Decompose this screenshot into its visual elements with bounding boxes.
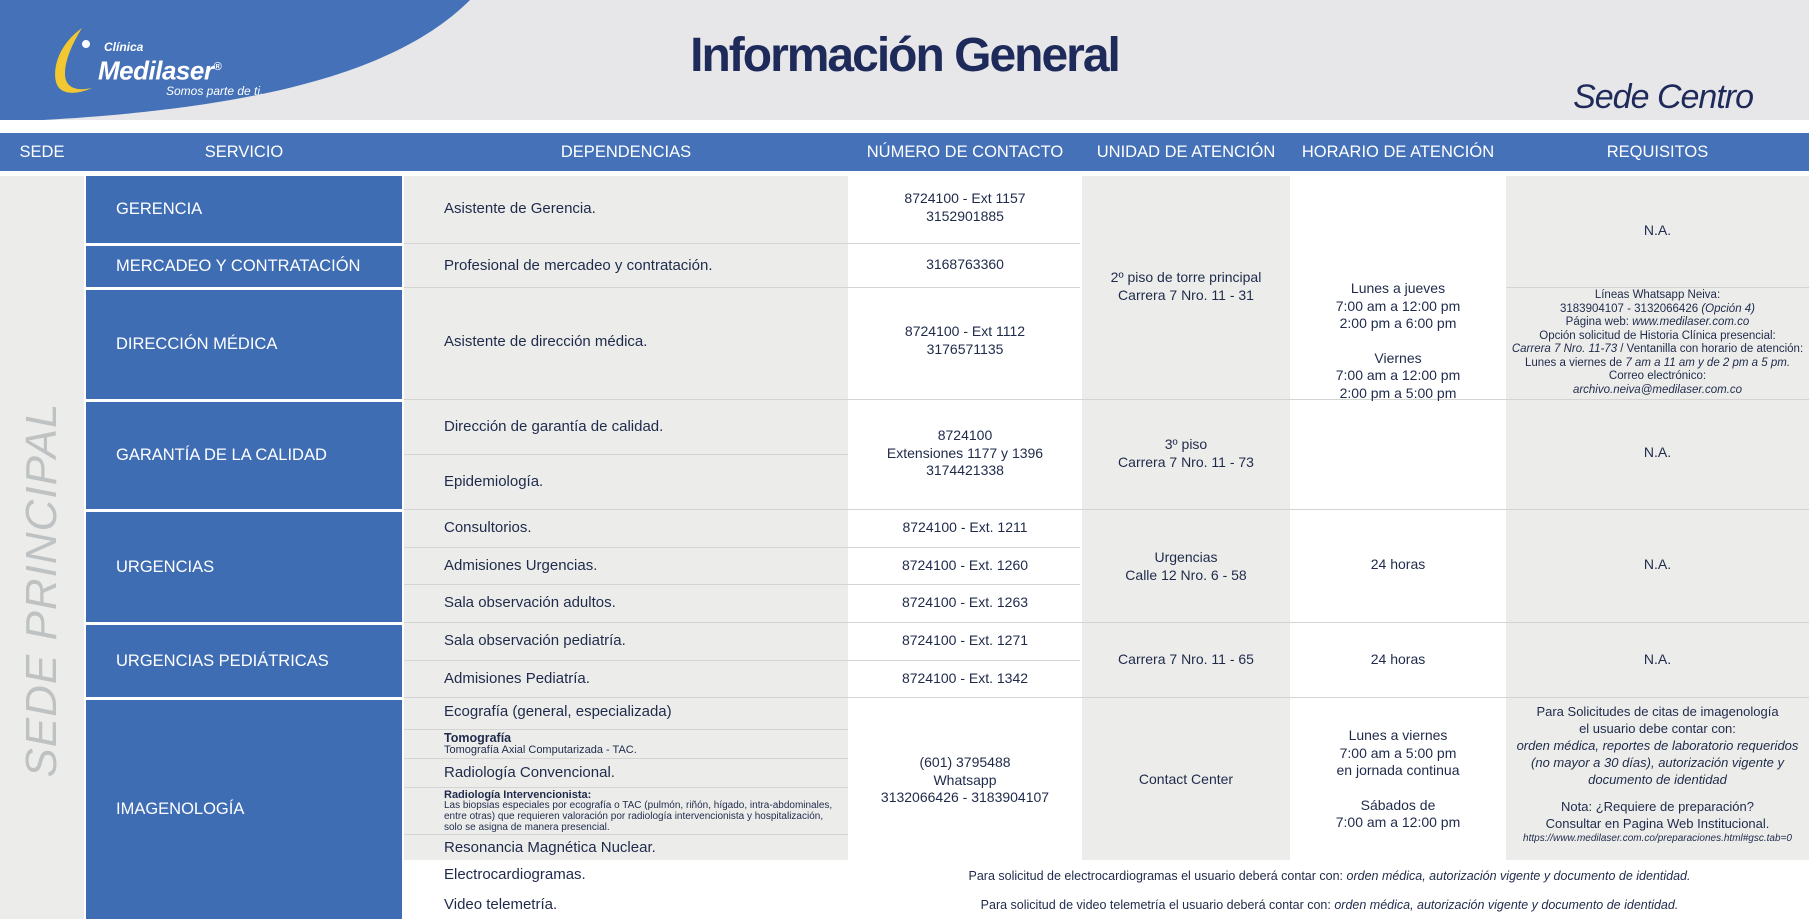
unit-line: 3º piso [1164, 436, 1208, 452]
logo-tagline: Somos parte de ti. [166, 83, 264, 98]
dependency-tomografia-title: Tomografía [444, 731, 512, 745]
contact-sala-adultos: 8724100 - Ext. 1263 [901, 594, 1029, 610]
row-divider [404, 509, 1809, 510]
row-divider [404, 758, 848, 759]
hours-line: Sábados de [1360, 796, 1436, 813]
dependency-sala-adultos: Sala observación adultos. [444, 594, 616, 611]
hours-line: 7:00 am a 12:00 pm [1335, 814, 1461, 830]
column-header-requisitos: REQUISITOS [1606, 143, 1709, 161]
dependency-admisiones-urgencias: Admisiones Urgencias. [444, 557, 598, 574]
logo-small-text: Clínica [104, 40, 144, 54]
unit-torre-principal [1082, 269, 1290, 304]
dependency-tomografia-desc: Tomografía Axial Computarizada - TAC. [444, 744, 637, 756]
dependency-radiologia: Radiología Convencional. [444, 764, 615, 781]
contact-imagenologia [850, 754, 1080, 807]
contact-line: 3174421338 [926, 462, 1004, 478]
page-subtitle: Sede Centro [1573, 78, 1753, 116]
service-direccion-medica: DIRECCIÓN MÉDICA [86, 290, 402, 399]
row-divider [404, 697, 1809, 698]
unit-pediatricas: Carrera 7 Nro. 11 - 65 [1118, 651, 1254, 667]
contact-consultorios: 8724100 - Ext. 1211 [902, 519, 1028, 535]
contact-line: Whatsapp [933, 771, 997, 788]
contact-admisiones-pediatria: 8724100 - Ext. 1342 [901, 670, 1029, 686]
dependency-direccion: Asistente de dirección médica. [444, 333, 648, 350]
dependency-garantia: Dirección de garantía de calidad. [444, 418, 664, 435]
requirement-imagenologia [1506, 703, 1809, 846]
column-header-servicio: SERVICIO [204, 143, 284, 161]
requirement-line: orden médica, reportes de laboratorio requeridos [1516, 738, 1799, 753]
dependency-epidemiologia: Epidemiología. [444, 473, 544, 490]
requirement-line: el usuario debe contar con: [1579, 721, 1736, 736]
row-divider [404, 399, 1809, 400]
row-divider [404, 584, 1080, 585]
unit-tercer-piso [1082, 436, 1290, 471]
contact-line: 3176571135 [926, 340, 1004, 357]
requirement-electrocardiogramas: Para solicitud de electrocardiogramas el usuario deberá contar con: orden médica, autorización vigente y documento de identidad. [968, 869, 1691, 883]
requirement-line: Página web: www.medilaser.com.co [1565, 316, 1750, 328]
hours-line: Lunes a jueves [1350, 280, 1446, 296]
contact-line: 3152901885 [926, 207, 1004, 224]
row-divider [404, 787, 848, 788]
requirement-urgencias: N.A. [1643, 556, 1672, 572]
preparaciones-link[interactable]: https://www.medilaser.com.co/preparaciones.html#gsc.tab=0 [1523, 833, 1792, 844]
requirement-line: documento de identidad [1588, 772, 1727, 787]
contact-direccion [850, 323, 1080, 358]
dependency-radiologia-int-title: Radiología Intervencionista: [444, 789, 592, 801]
column-header-dependencias: DEPENDENCIAS [560, 143, 692, 161]
requirement-line: Correo electrónico: [1608, 370, 1707, 382]
logo-brand-text: Medilaser [98, 55, 214, 86]
column-header-contacto: NÚMERO DE CONTACTO [866, 143, 1064, 161]
contact-gerencia [850, 190, 1080, 225]
requirement-line: Para Solicitudes de citas de imagenología [1536, 704, 1779, 719]
unit-line: Calle 12 Nro. 6 - 58 [1125, 566, 1247, 583]
hours-pediatricas: 24 horas [1370, 651, 1426, 667]
dependency-radiologia-int-desc: Las biopsias especiales por ecografía o TAC (pulmón, riñón, hígado, intra-abdominales, entre otras) que requieren valoración por radiología intervencionista y hospitalización, solo se asigna de manera presencial. [444, 800, 833, 833]
sede-principal-label: SEDE PRINCIPAL [17, 402, 66, 778]
contact-line: 8724100 [937, 427, 993, 443]
requirement-line: Consultar en Pagina Web Institucional. [1545, 816, 1770, 831]
header [0, 0, 1809, 120]
dependency-gerencia: Asistente de Gerencia. [444, 200, 596, 217]
dependency-video-telemetria: Video telemetría. [444, 896, 558, 913]
requirement-pediatricas: N.A. [1643, 651, 1672, 667]
unit-line: Carrera 7 Nro. 11 - 31 [1118, 286, 1254, 303]
contact-sala-pediatria: 8724100 - Ext. 1271 [901, 632, 1029, 648]
requirement-gerencia: N.A. [1643, 222, 1672, 238]
row-divider [404, 287, 1080, 288]
row-divider [404, 622, 1809, 623]
page-title: Información General [690, 29, 1119, 82]
row-divider [404, 547, 1080, 548]
hours-urgencias: 24 horas [1370, 556, 1426, 572]
hours-line: Viernes [1374, 349, 1422, 366]
service-urgencias: URGENCIAS [86, 512, 402, 622]
unit-line: Urgencias [1154, 549, 1218, 565]
requirement-line: Carrera 7 Nro. 11-73 / Ventanilla con horario de atención: [1511, 343, 1804, 355]
hours-line: Lunes a viernes [1348, 727, 1448, 743]
contact-garantia [850, 427, 1080, 480]
dependency-admisiones-pediatria: Admisiones Pediatría. [444, 670, 590, 687]
row-divider [404, 729, 848, 730]
hours-line: 7:00 am a 5:00 pm [1339, 744, 1457, 761]
row-divider [404, 834, 848, 835]
unit-contact-center: Contact Center [1138, 771, 1234, 787]
contact-line: (601) 3795488 [919, 754, 1011, 770]
contact-line: 8724100 - Ext 1157 [904, 190, 1026, 206]
requirement-line: Líneas Whatsapp Neiva: [1594, 289, 1721, 301]
unit-line: Carrera 7 Nro. 11 - 73 [1118, 453, 1254, 470]
contact-mercadeo: 3168763360 [926, 256, 1004, 272]
dependency-mercadeo: Profesional de mercadeo y contratación. [444, 257, 713, 274]
requirement-line: archivo.neiva@medilaser.com.co [1572, 383, 1743, 396]
contact-line: Extensiones 1177 y 1396 [886, 444, 1044, 461]
hours-line: en jornada continua [1336, 762, 1460, 778]
requirement-line: Nota: ¿Requiere de preparación? [1561, 799, 1754, 814]
dependency-consultorios: Consultorios. [444, 519, 532, 536]
requirement-garantia: N.A. [1643, 444, 1672, 460]
unit-line: 2º piso de torre principal [1110, 269, 1262, 285]
hours-line: 7:00 am a 12:00 pm [1335, 297, 1461, 314]
column-header-horario: HORARIO DE ATENCIÓN [1301, 143, 1495, 161]
column-header-bar [0, 133, 1809, 171]
service-garantia-calidad: GARANTÍA DE LA CALIDAD [86, 402, 402, 509]
service-urgencias-pediatricas: URGENCIAS PEDIÁTRICAS [86, 625, 402, 697]
unit-urgencias [1082, 549, 1290, 584]
hours-line: 7:00 am a 12:00 pm [1335, 367, 1461, 383]
hours-administrativo [1292, 280, 1504, 402]
hours-imagenologia [1292, 727, 1504, 832]
dependency-resonancia: Resonancia Magnética Nuclear. [444, 839, 656, 856]
column-header-sede: SEDE [19, 143, 65, 161]
requirement-video-telemetria: Para solicitud de video telemetría el usuario deberá contar con: orden médica, autorización vigente y documento de identidad. [980, 898, 1679, 912]
hours-line: 2:00 pm a 5:00 pm [1339, 384, 1457, 401]
contact-line: 3132066426 - 3183904107 [880, 789, 1050, 805]
requirement-direccion [1506, 289, 1809, 397]
requirement-line: 3183904107 - 3132066426 (Opción 4) [1559, 302, 1756, 315]
requirement-line: Lunes a viernes de 7 am a 11 am y de 2 pm a 5 pm. [1524, 356, 1791, 369]
contact-admisiones-urgencias: 8724100 - Ext. 1260 [901, 557, 1029, 573]
service-imagenologia: IMAGENOLOGÍA [86, 700, 402, 919]
contact-line: 8724100 - Ext 1112 [904, 323, 1026, 339]
requirement-line: Opción solicitud de Historia Clínica presencial: [1539, 329, 1776, 342]
row-divider [404, 243, 1080, 244]
column-header-unidad: UNIDAD DE ATENCIÓN [1096, 143, 1276, 161]
dependency-electrocardiogramas: Electrocardiogramas. [444, 866, 586, 883]
service-mercadeo: MERCADEO Y CONTRATACIÓN [86, 246, 402, 287]
service-gerencia: GERENCIA [86, 176, 402, 243]
row-divider [1506, 287, 1809, 288]
logo-registered-mark: ® [213, 61, 222, 73]
row-divider [404, 454, 848, 455]
dependency-ecografia: Ecografía (general, especializada) [444, 703, 672, 720]
row-divider [404, 660, 1080, 661]
requirement-line: (no mayor a 30 días), autorización vigente y [1531, 755, 1784, 770]
dependency-sala-pediatria: Sala observación pediatría. [444, 632, 626, 649]
hours-line: 2:00 pm a 6:00 pm [1339, 315, 1457, 331]
